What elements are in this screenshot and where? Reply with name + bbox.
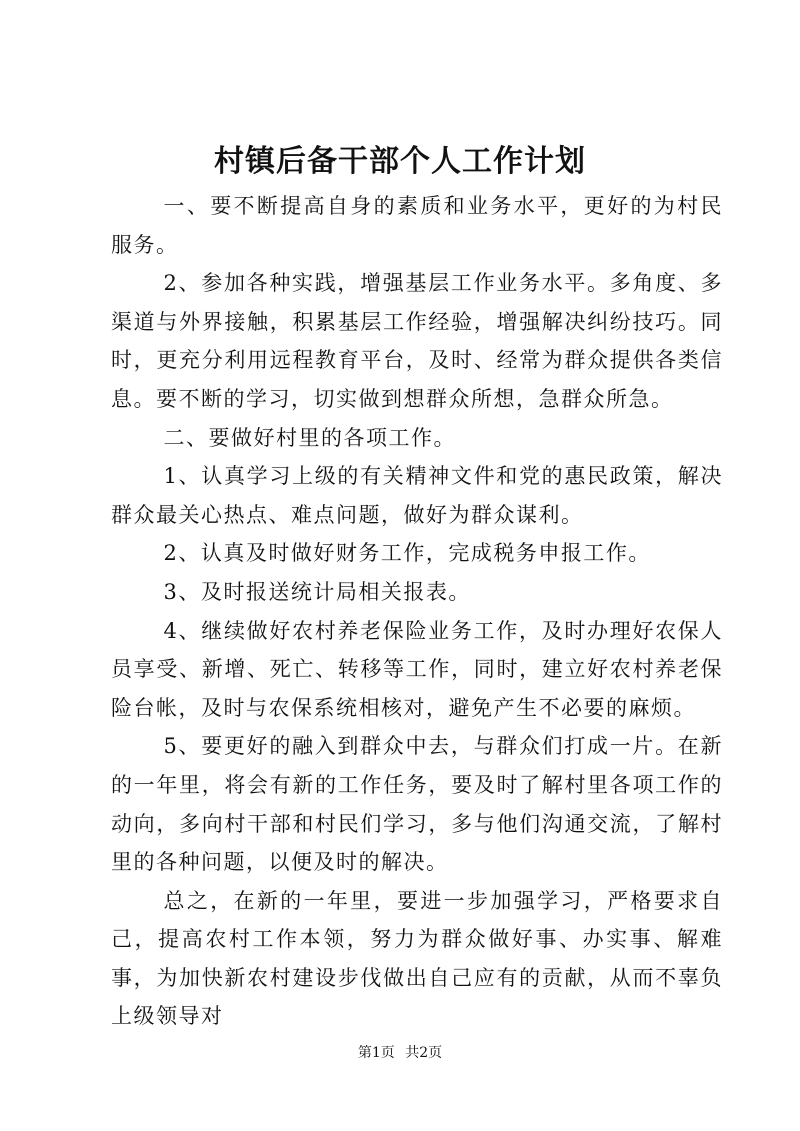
paragraph-5: 2、认真及时做好财务工作，完成税务申报工作。: [163, 541, 651, 566]
page-total: 共2页: [405, 1045, 443, 1061]
paragraph-2: 2、参加各种实践，增强基层工作业务水平。多角度、多渠道与外界接触，积累基层工作经验，增强解决纠纷技巧。同时，更充分利用远程教育平台，及时、经常为群众提供各类信息。要不断的学习，切实做到想群众所想，急群众所急。: [111, 271, 723, 411]
paragraph-3: 二、要做好村里的各项工作。: [163, 425, 456, 450]
page-number: 第1页: [357, 1045, 395, 1061]
document-title: 村镇后备干部个人工作计划: [214, 144, 586, 179]
paragraph-8: 5、要更好的融入到群众中去，与群众们打成一片。在新的一年里，将会有新的工作任务，要及时了解村里各项工作的动向，多向村干部和村民们学习，多与他们沟通交流，了解村里的各种问题，以便及时的解决。: [111, 734, 723, 875]
paragraph-1: 一、要不断提高自身的素质和业务水平，更好的为村民服务。: [111, 194, 723, 257]
paragraph-9: 总之，在新的一年里，要进一步加强学习，严格要求自己，提高农村工作本领，努力为群众做好事、办实事、解难事，为加快新农村建设步伐做出自己应有的贡献，从而不辜负上级领导对: [111, 888, 723, 1029]
paragraph-6: 3、及时报送统计局相关报表。: [163, 579, 471, 604]
paragraph-4: 1、认真学习上级的有关精神文件和党的惠民政策，解决群众最关心热点、难点问题，做好为群众谋利。: [111, 464, 723, 527]
paragraph-7: 4、继续做好农村养老保险业务工作，及时办理好农保人员享受、新增、死亡、转移等工作，同时，建立好农村养老保险台帐，及时与农保系统相核对，避免产生不必要的麻烦。: [111, 618, 723, 720]
document-body: [111, 187, 723, 1036]
page-footer: [0, 1043, 800, 1063]
